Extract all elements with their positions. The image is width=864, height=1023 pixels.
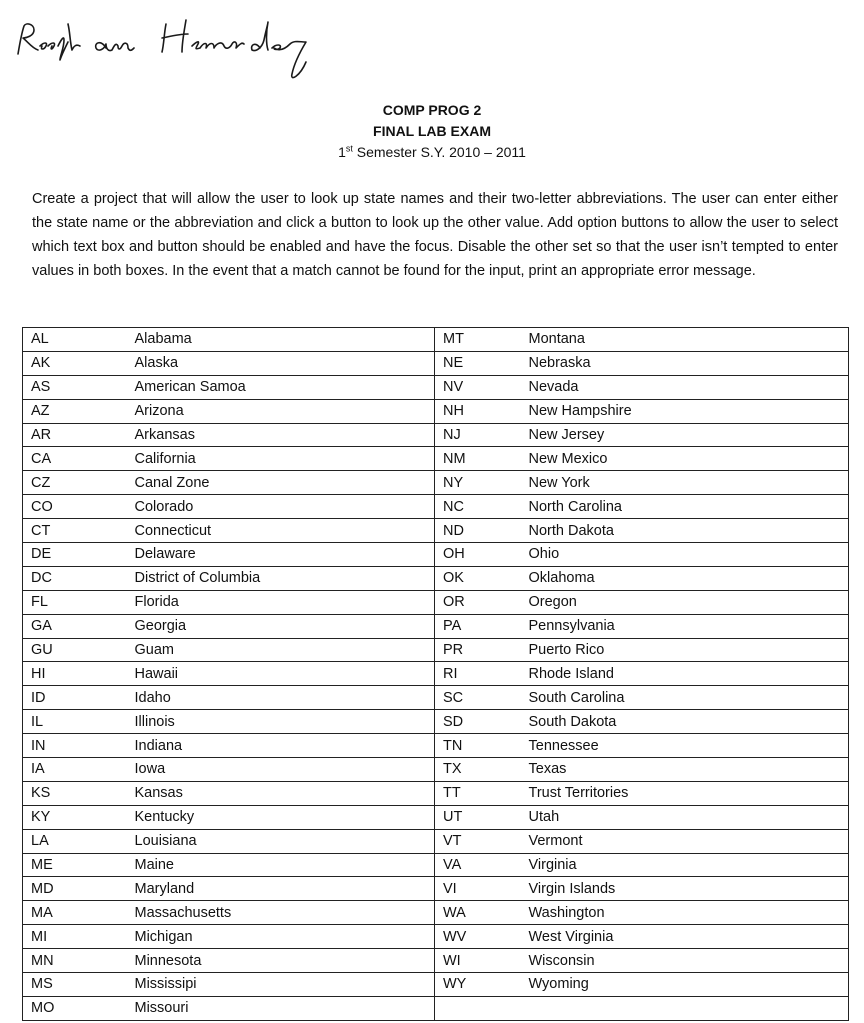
state-abbreviation: ME (23, 853, 127, 877)
state-abbreviation: IL (23, 710, 127, 734)
state-name: North Dakota (521, 519, 849, 543)
table-row (23, 949, 849, 973)
state-abbreviation: DE (23, 543, 127, 567)
table-row (23, 543, 849, 567)
state-abbreviation: TX (435, 758, 521, 782)
state-name: New York (521, 471, 849, 495)
state-name: Montana (521, 328, 849, 352)
state-abbreviation: TN (435, 734, 521, 758)
semester-text: Semester S.Y. 2010 – 2011 (352, 144, 526, 160)
states-table (22, 327, 849, 1021)
state-name: Idaho (127, 686, 435, 710)
exam-header (0, 100, 864, 163)
state-abbreviation: MS (23, 973, 127, 997)
state-name: Delaware (127, 543, 435, 567)
state-abbreviation: TT (435, 781, 521, 805)
state-name: American Samoa (127, 375, 435, 399)
state-abbreviation: MA (23, 901, 127, 925)
table-row (23, 375, 849, 399)
state-abbreviation: NV (435, 375, 521, 399)
state-name: Arkansas (127, 423, 435, 447)
state-name: Oregon (521, 590, 849, 614)
state-name: Georgia (127, 614, 435, 638)
table-row (23, 566, 849, 590)
table-row (23, 853, 849, 877)
state-name: West Virginia (521, 925, 849, 949)
table-row (23, 638, 849, 662)
state-name: Connecticut (127, 519, 435, 543)
state-name: Trust Territories (521, 781, 849, 805)
state-name: Hawaii (127, 662, 435, 686)
state-abbreviation: MD (23, 877, 127, 901)
state-name: Tennessee (521, 734, 849, 758)
state-abbreviation: MO (23, 996, 127, 1020)
state-name: Nebraska (521, 351, 849, 375)
state-abbreviation: CT (23, 519, 127, 543)
state-name: Colorado (127, 495, 435, 519)
state-name: Maine (127, 853, 435, 877)
state-name: Maryland (127, 877, 435, 901)
state-abbreviation: WI (435, 949, 521, 973)
state-abbreviation: NY (435, 471, 521, 495)
course-title: COMP PROG 2 (382, 102, 482, 118)
state-abbreviation: KY (23, 805, 127, 829)
state-name: Washington (521, 901, 849, 925)
state-name: New Mexico (521, 447, 849, 471)
state-abbreviation: DC (23, 566, 127, 590)
state-abbreviation: PR (435, 638, 521, 662)
state-abbreviation: AK (23, 351, 127, 375)
state-name: Massachusetts (127, 901, 435, 925)
table-row (23, 399, 849, 423)
state-abbreviation: CO (23, 495, 127, 519)
state-abbreviation: NE (435, 351, 521, 375)
state-name (521, 996, 849, 1020)
state-abbreviation: OK (435, 566, 521, 590)
state-abbreviation: NM (435, 447, 521, 471)
instructions-paragraph: Create a project that will allow the user to look up state names and their two-letter abbreviations. The user can enter either the state name or the abbreviation and click a button to look up the other value. Add option buttons to allow the user to select which text box and button should be enabled and have the focus. Disable the other set so that the user isn’t tempted to enter values in both boxes. In the event that a match cannot be found for the input, print an appropriate error message. (32, 191, 838, 279)
table-row (23, 973, 849, 997)
state-name: Alabama (127, 328, 435, 352)
state-abbreviation: ID (23, 686, 127, 710)
semester-line (0, 142, 864, 163)
state-abbreviation: SD (435, 710, 521, 734)
table-row (23, 829, 849, 853)
state-abbreviation: CA (23, 447, 127, 471)
state-name: Illinois (127, 710, 435, 734)
state-abbreviation: HI (23, 662, 127, 686)
state-name: Ohio (521, 543, 849, 567)
state-abbreviation: VI (435, 877, 521, 901)
state-abbreviation: NJ (435, 423, 521, 447)
table-row (23, 351, 849, 375)
table-row (23, 996, 849, 1020)
state-name: Oklahoma (521, 566, 849, 590)
state-name: South Dakota (521, 710, 849, 734)
state-abbreviation: MI (23, 925, 127, 949)
table-row (23, 734, 849, 758)
state-name: North Carolina (521, 495, 849, 519)
state-abbreviation: GA (23, 614, 127, 638)
table-row (23, 662, 849, 686)
state-name: Puerto Rico (521, 638, 849, 662)
state-name: Wyoming (521, 973, 849, 997)
state-abbreviation: MN (23, 949, 127, 973)
table-row (23, 805, 849, 829)
handwritten-signature (10, 12, 340, 92)
state-abbreviation: NC (435, 495, 521, 519)
state-name: Texas (521, 758, 849, 782)
state-abbreviation: RI (435, 662, 521, 686)
table-row (23, 519, 849, 543)
state-name: Pennsylvania (521, 614, 849, 638)
state-name: New Jersey (521, 423, 849, 447)
state-name: Kentucky (127, 805, 435, 829)
table-row (23, 758, 849, 782)
state-name: Florida (127, 590, 435, 614)
table-row (23, 877, 849, 901)
state-name: Wisconsin (521, 949, 849, 973)
table-row (23, 471, 849, 495)
state-abbreviation: KS (23, 781, 127, 805)
state-abbreviation: GU (23, 638, 127, 662)
state-name: Virgin Islands (521, 877, 849, 901)
state-name: Mississipi (127, 973, 435, 997)
table-row (23, 925, 849, 949)
state-name: Louisiana (127, 829, 435, 853)
state-name: Michigan (127, 925, 435, 949)
states-table-body (23, 328, 849, 1021)
state-abbreviation: ND (435, 519, 521, 543)
state-name: Alaska (127, 351, 435, 375)
state-abbreviation: OH (435, 543, 521, 567)
state-abbreviation (435, 996, 521, 1020)
state-name: Arizona (127, 399, 435, 423)
state-name: Kansas (127, 781, 435, 805)
state-name: Utah (521, 805, 849, 829)
table-row (23, 901, 849, 925)
state-abbreviation: WA (435, 901, 521, 925)
table-row (23, 710, 849, 734)
state-abbreviation: AL (23, 328, 127, 352)
table-row (23, 614, 849, 638)
state-abbreviation: AR (23, 423, 127, 447)
state-abbreviation: AS (23, 375, 127, 399)
semester-ordinal: 1 (338, 144, 346, 160)
state-name: Rhode Island (521, 662, 849, 686)
state-name: New Hampshire (521, 399, 849, 423)
table-row (23, 423, 849, 447)
state-name: District of Columbia (127, 566, 435, 590)
state-name: Minnesota (127, 949, 435, 973)
state-abbreviation: IA (23, 758, 127, 782)
state-abbreviation: MT (435, 328, 521, 352)
state-abbreviation: VT (435, 829, 521, 853)
state-name: Virginia (521, 853, 849, 877)
table-row (23, 447, 849, 471)
state-name: Missouri (127, 996, 435, 1020)
state-name: Nevada (521, 375, 849, 399)
state-name: Iowa (127, 758, 435, 782)
state-name: Guam (127, 638, 435, 662)
semester-ordinal-suffix: st (345, 143, 353, 154)
state-abbreviation: NH (435, 399, 521, 423)
state-abbreviation: CZ (23, 471, 127, 495)
table-row (23, 495, 849, 519)
table-row (23, 781, 849, 805)
state-name: South Carolina (521, 686, 849, 710)
exam-title: FINAL LAB EXAM (373, 123, 491, 139)
state-name: Vermont (521, 829, 849, 853)
state-name: Indiana (127, 734, 435, 758)
state-abbreviation: PA (435, 614, 521, 638)
state-abbreviation: WV (435, 925, 521, 949)
state-abbreviation: FL (23, 590, 127, 614)
state-abbreviation: WY (435, 973, 521, 997)
state-abbreviation: LA (23, 829, 127, 853)
state-abbreviation: OR (435, 590, 521, 614)
state-abbreviation: IN (23, 734, 127, 758)
state-abbreviation: UT (435, 805, 521, 829)
table-row (23, 590, 849, 614)
table-row (23, 328, 849, 352)
table-row (23, 686, 849, 710)
state-abbreviation: SC (435, 686, 521, 710)
state-abbreviation: VA (435, 853, 521, 877)
state-name: Canal Zone (127, 471, 435, 495)
state-abbreviation: AZ (23, 399, 127, 423)
state-name: California (127, 447, 435, 471)
